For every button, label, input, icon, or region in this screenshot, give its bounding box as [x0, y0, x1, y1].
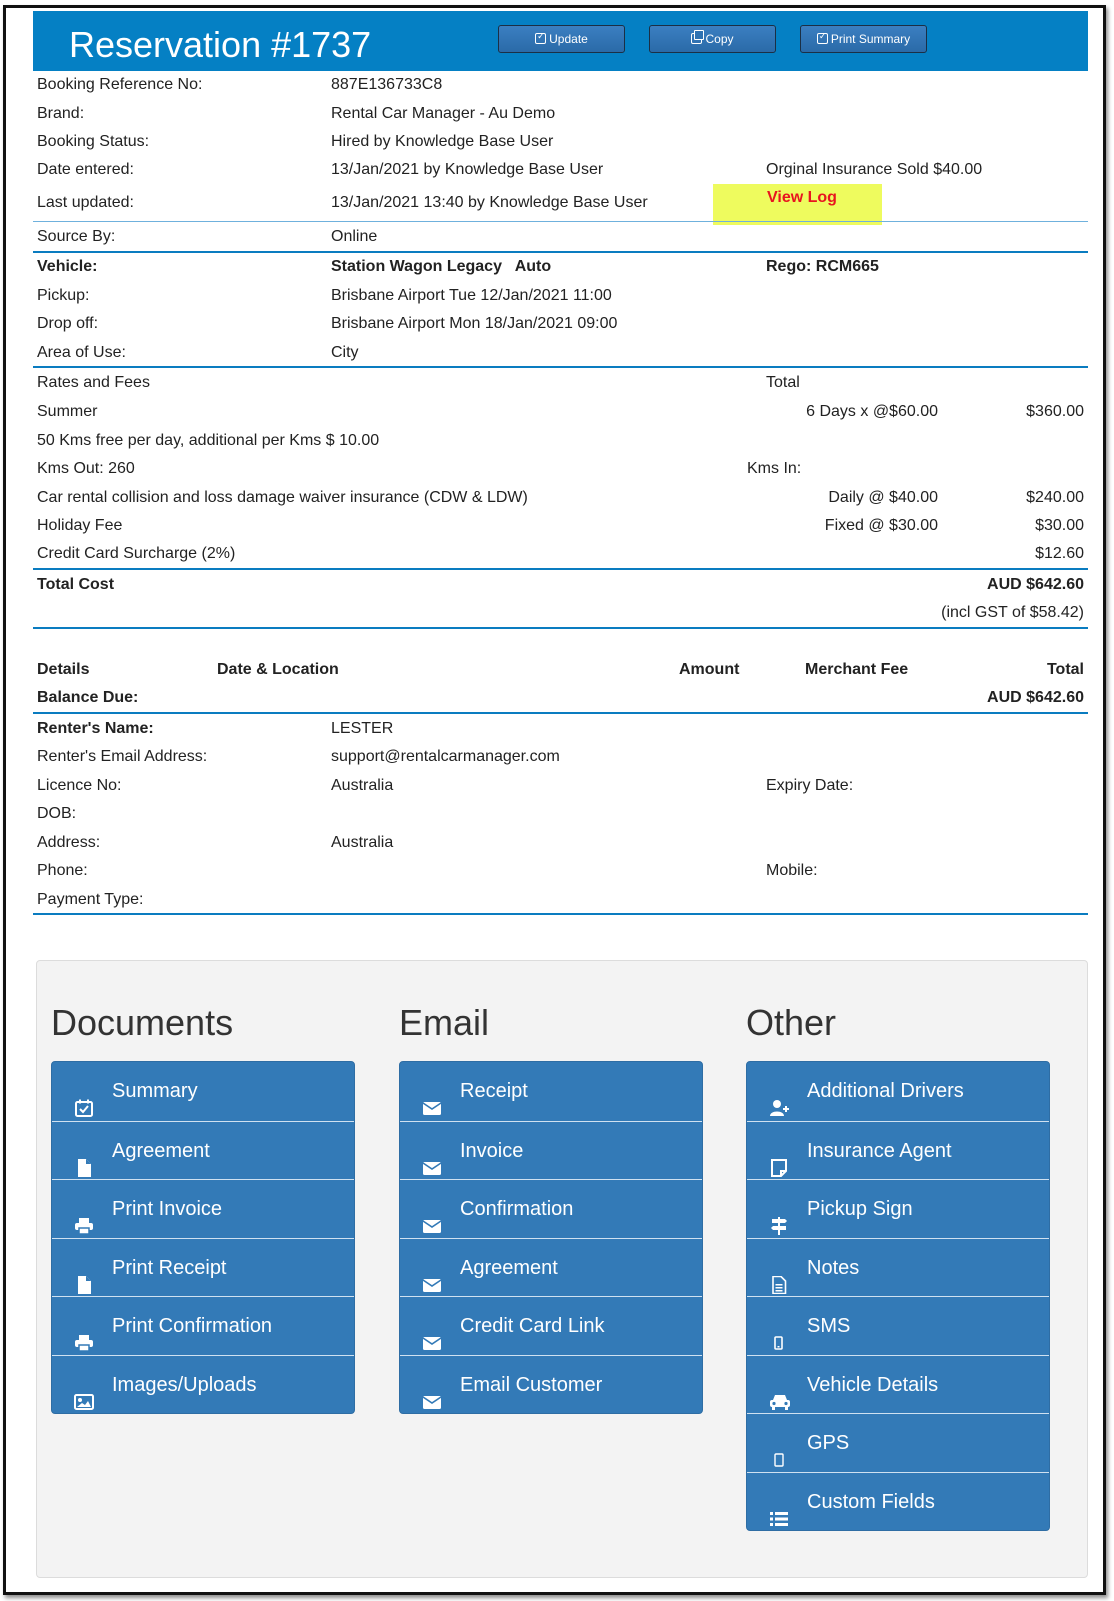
other-notes-button[interactable] — [747, 1238, 1049, 1297]
kms-free-row — [33, 427, 1088, 455]
documents-column — [51, 1001, 355, 1414]
value: Online — [331, 228, 378, 245]
label: Booking Status: — [37, 133, 150, 150]
value: City — [331, 344, 359, 361]
email-column — [399, 1001, 703, 1414]
total-header: Total — [1046, 661, 1084, 678]
value: 13/Jan/2021 by Knowledge Base User — [331, 161, 604, 178]
status-row — [33, 128, 1088, 156]
label: Rates and Fees — [37, 374, 150, 391]
label: Brand: — [37, 105, 85, 122]
label: Phone: — [37, 862, 88, 879]
label: Last updated: — [37, 194, 134, 211]
documents-print-receipt-button[interactable] — [52, 1238, 354, 1297]
calc: 6 Days x @$60.00 — [806, 403, 938, 420]
other-gps-button[interactable] — [747, 1413, 1049, 1472]
signpost-icon — [769, 1200, 789, 1218]
value: Australia — [331, 834, 394, 851]
update-button-label: Update — [549, 32, 588, 46]
documents-item-label: Images/Uploads — [112, 1373, 257, 1396]
other-title: Other — [746, 1002, 837, 1043]
documents-item-label: Print Invoice — [112, 1198, 223, 1220]
envelope-icon — [422, 1259, 442, 1277]
reservation-header — [33, 11, 1088, 71]
other-pickup-sign-button[interactable] — [747, 1179, 1049, 1238]
documents-item-label: Agreement — [112, 1139, 210, 1162]
label: 50 Kms free per day, additional per Kms $ 10.00 — [37, 432, 380, 449]
email-credit-card-link-button[interactable] — [400, 1296, 702, 1355]
brand-row — [33, 100, 1088, 128]
email-invoice-button[interactable] — [400, 1121, 702, 1180]
label: Car rental collision and loss damage waiver insurance (CDW & LDW) — [37, 489, 528, 506]
calendar-check-icon — [535, 33, 546, 44]
copy-button-label: Copy — [705, 32, 734, 46]
page-title: Reservation #1737 — [69, 24, 372, 65]
label: Vehicle: — [37, 258, 98, 275]
documents-print-invoice-button[interactable] — [52, 1179, 354, 1238]
other-item-label: Pickup Sign — [807, 1198, 913, 1220]
email-title: Email — [399, 1002, 490, 1043]
amount: $30.00 — [1035, 517, 1084, 534]
envelope-icon — [422, 1376, 442, 1394]
kms-row — [33, 455, 1088, 483]
phone-row — [33, 857, 1088, 885]
list-icon — [769, 1493, 789, 1511]
amount: $360.00 — [1026, 403, 1084, 420]
email-item-label: Invoice — [460, 1139, 524, 1162]
other-additional-drivers-button[interactable] — [747, 1062, 1049, 1121]
label: Renter's Name: — [37, 720, 154, 737]
renter-email-row — [33, 743, 1088, 771]
total-cost: AUD $642.60 — [987, 576, 1084, 593]
tablet-icon — [769, 1434, 789, 1452]
image-icon — [74, 1376, 94, 1394]
area-row — [33, 339, 1088, 367]
label: Area of Use: — [37, 344, 126, 361]
print-summary-button-label: Print Summary — [830, 32, 911, 46]
other-list — [746, 1061, 1050, 1531]
label: Address: — [37, 834, 101, 851]
file-icon — [74, 1142, 94, 1160]
details-header: Details — [37, 661, 90, 678]
amount-header: Amount — [679, 661, 740, 678]
summer-rate-row — [33, 398, 1088, 426]
dropoff-row — [33, 310, 1088, 338]
update-button[interactable] — [498, 25, 625, 53]
label: Payment Type: — [37, 891, 144, 908]
file-text-icon — [769, 1259, 789, 1277]
email-receipt-button[interactable] — [400, 1062, 702, 1121]
renter-name-row — [33, 715, 1088, 743]
divider — [33, 712, 1088, 714]
total-header: Total — [766, 374, 800, 391]
last-updated-row — [33, 189, 1088, 217]
other-item-label: Insurance Agent — [807, 1139, 952, 1162]
value: 13/Jan/2021 13:40 by Knowledge Base User — [331, 194, 648, 211]
email-email-customer-button[interactable] — [400, 1355, 702, 1414]
date-location-header: Date & Location — [217, 661, 339, 678]
dob-row — [33, 800, 1088, 828]
documents-agreement-button[interactable] — [52, 1121, 354, 1180]
email-confirmation-button[interactable] — [400, 1179, 702, 1238]
other-item-label: Additional Drivers — [807, 1080, 964, 1102]
calc: Fixed @ $30.00 — [824, 517, 938, 534]
label: Booking Reference No: — [37, 76, 203, 93]
label: Licence No: — [37, 777, 122, 794]
other-item-label: SMS — [807, 1315, 851, 1337]
other-item-label: Vehicle Details — [807, 1373, 939, 1396]
kms-in: Kms In: — [747, 460, 802, 477]
documents-item-label: Summary — [112, 1080, 198, 1102]
value: Hired by Knowledge Base User — [331, 133, 554, 150]
documents-summary-button[interactable] — [52, 1062, 354, 1121]
other-sms-button[interactable] — [747, 1296, 1049, 1355]
booking-ref-row — [33, 71, 1088, 99]
value: Rental Car Manager - Au Demo — [331, 105, 556, 122]
divider — [33, 627, 1088, 629]
other-vehicle-details-button[interactable] — [747, 1355, 1049, 1414]
divider — [33, 568, 1088, 570]
value: Brisbane Airport Tue 12/Jan/2021 11:00 — [331, 287, 612, 304]
value: Brisbane Airport Mon 18/Jan/2021 09:00 — [331, 315, 618, 332]
envelope-icon — [422, 1200, 442, 1218]
holiday-fee-row — [33, 512, 1088, 540]
documents-item-label: Print Confirmation — [112, 1315, 273, 1337]
label: Drop off: — [37, 315, 99, 332]
email-item-label: Credit Card Link — [460, 1315, 605, 1337]
view-log-link[interactable]: View Log — [767, 189, 837, 206]
label: Summer — [37, 403, 98, 420]
label: Holiday Fee — [37, 517, 123, 534]
value: LESTER — [331, 720, 394, 737]
copy-icon — [691, 33, 702, 44]
total-cost-row — [33, 571, 1088, 599]
divider — [33, 366, 1088, 368]
user-plus-icon — [769, 1082, 789, 1100]
vehicle-row — [33, 253, 1088, 281]
envelope-icon — [422, 1317, 442, 1335]
mobile-label: Mobile: — [766, 862, 818, 879]
payment-type-row — [33, 886, 1088, 914]
file-icon — [74, 1259, 94, 1277]
pickup-row — [33, 282, 1088, 310]
copy-button[interactable] — [649, 25, 776, 53]
documents-images-uploads-button[interactable] — [52, 1355, 354, 1414]
other-item-label: Notes — [807, 1256, 860, 1279]
expiry-label: Expiry Date: — [766, 777, 854, 794]
gst: (incl GST of $58.42) — [941, 604, 1084, 621]
insurance-sold: Orginal Insurance Sold $40.00 — [766, 161, 983, 178]
address-row — [33, 829, 1088, 857]
email-item-label: Agreement — [460, 1256, 558, 1279]
other-column — [746, 1001, 1050, 1531]
amount: $12.60 — [1035, 545, 1084, 562]
amount: $240.00 — [1026, 489, 1084, 506]
calc: Daily @ $40.00 — [828, 489, 938, 506]
value: Australia — [331, 777, 394, 794]
label: Total Cost — [37, 576, 115, 593]
sticky-note-icon — [769, 1142, 789, 1160]
other-custom-fields-button[interactable] — [747, 1472, 1049, 1531]
print-summary-button[interactable] — [800, 25, 927, 53]
rego: Rego: RCM665 — [766, 258, 879, 275]
balance-due-row — [33, 684, 1088, 712]
email-item-label: Email Customer — [460, 1373, 603, 1396]
balance-due: AUD $642.60 — [987, 689, 1084, 706]
label: Balance Due: — [37, 689, 139, 706]
calendar-check-icon — [817, 33, 828, 44]
date-entered-row — [33, 156, 1088, 184]
envelope-icon — [422, 1082, 442, 1100]
reservation-window — [3, 5, 1106, 1595]
value: support@rentalcarmanager.com — [331, 748, 560, 765]
surcharge-row — [33, 540, 1088, 568]
gst-row — [33, 599, 1088, 627]
documents-title: Documents — [51, 1002, 234, 1043]
vehicle-value: Station Wagon Legacy Auto — [331, 258, 552, 275]
calendar-check-icon — [74, 1082, 94, 1100]
documents-print-confirmation-button[interactable] — [52, 1296, 354, 1355]
rates-header-row — [33, 369, 1088, 397]
other-item-label: GPS — [807, 1432, 850, 1454]
car-icon — [769, 1376, 789, 1394]
email-agreement-button[interactable] — [400, 1238, 702, 1297]
source-row — [33, 223, 1088, 251]
label: Credit Card Surcharge (2%) — [37, 545, 236, 562]
actions-panel — [36, 960, 1088, 1578]
value: 887E136733C8 — [331, 76, 443, 93]
payments-header-row — [33, 656, 1088, 684]
cdw-row — [33, 484, 1088, 512]
other-insurance-agent-button[interactable] — [747, 1121, 1049, 1180]
licence-row — [33, 772, 1088, 800]
email-item-label: Confirmation — [460, 1198, 574, 1220]
label: DOB: — [37, 805, 77, 822]
label: Source By: — [37, 228, 116, 245]
mobile-icon — [769, 1317, 789, 1335]
label: Renter's Email Address: — [37, 748, 208, 765]
other-item-label: Custom Fields — [807, 1490, 935, 1513]
kms-out: Kms Out: 260 — [37, 460, 135, 477]
merchant-fee-header: Merchant Fee — [805, 661, 909, 678]
print-icon — [74, 1200, 94, 1218]
label: Pickup: — [37, 287, 90, 304]
documents-item-label: Print Receipt — [112, 1256, 227, 1279]
print-icon — [74, 1317, 94, 1335]
label: Date entered: — [37, 161, 134, 178]
email-list — [399, 1061, 703, 1414]
divider — [33, 221, 1088, 222]
divider — [33, 913, 1088, 915]
documents-list — [51, 1061, 355, 1414]
email-item-label: Receipt — [460, 1080, 528, 1102]
envelope-icon — [422, 1142, 442, 1160]
